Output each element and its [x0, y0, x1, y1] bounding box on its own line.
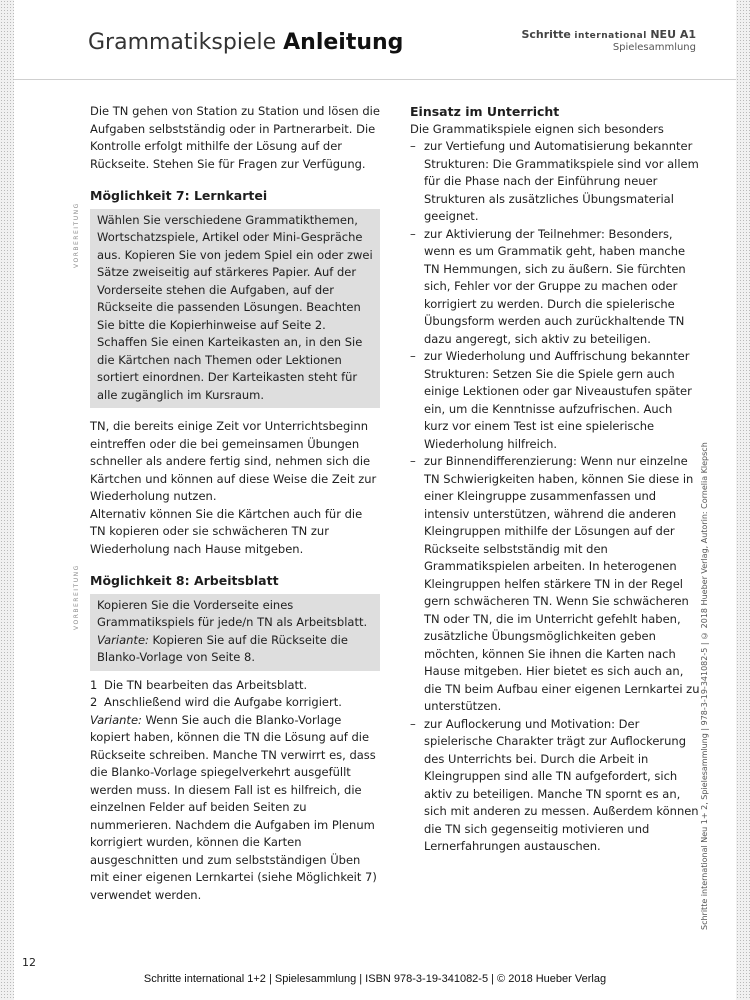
variant-text: Wenn Sie auch die Blanko-Vorlage kopiert haben, können die TN die Lösung auf die Rückseite schreiben. Manche TN verwirrt es, dass die Blanko-Vorlage spiegelverkehrt ausgefüllt werden muss. In diesem Fall ist es hilfreich, die einzelnen Felder auf beiden Seiten zu nummerieren. Nachdem die Aufgaben im Plenum korrigiert wurden, können die Karten ausgeschnitten und zum selbstständigen Üben mit einer eigenen Lernkartei (siehe Möglichkeit 7) verwendet werden.: [90, 712, 377, 902]
copyright-sidebar: Schritte international Neu 1+ 2, Spielesammlung | 978-3-19-341082-5 | © 2018 Hueber Verlag, Autorin: Cornelia Klepsch: [700, 442, 709, 930]
step-text: Anschließend wird die Aufgabe korrigiert.: [104, 695, 342, 709]
right-border-strip: [736, 0, 750, 1000]
box-m8-variant: [97, 632, 374, 667]
page-title-bold: Anleitung: [283, 30, 404, 55]
brand-line: [521, 28, 696, 41]
brand-end: NEU A1: [650, 28, 696, 41]
intro-paragraph: Die TN gehen von Station zu Station und lösen die Aufgaben selbstständig oder in Partnerarbeit. Die Kontrolle erfolgt mithilfe der Lösung auf der Rückseite. Stehen Sie für Fragen zur Verfügung.: [90, 104, 380, 171]
variant-label: Variante:: [90, 712, 142, 727]
page-number: 12: [22, 956, 36, 969]
left-column: [90, 103, 380, 904]
list-item: – zur Vertiefung und Automatisierung bekannter Strukturen: Die Grammatikspiele sind vor allem für die Phase nach der Einführung neuer Strukturen als zusätzliches Übungsmaterial geeignet.: [410, 138, 700, 226]
m7-paragraph-1: TN, die bereits einige Zeit vor Unterrichtsbeginn eintreffen oder die bei gemeinsamen Übungen schneller als andere fertig sind, nehmen sich die Kärtchen und können auf diese Weise die Zeit zur Wiederholung nutzen.: [90, 419, 377, 503]
brand-word: Schritte: [521, 28, 571, 41]
brand-subtitle: Spielesammlung: [612, 42, 696, 53]
einsatz-intro: Die Grammatikspiele eignen sich besonders: [410, 121, 664, 136]
section-heading-einsatz: Einsatz im Unterricht: [410, 104, 560, 119]
page-header: [14, 0, 736, 80]
m7-paragraph-2: Alternativ können Sie die Kärtchen auch für die TN kopieren oder sie schwächeren TN zur Wiederholung nach Hause mitgeben.: [90, 506, 363, 556]
preparation-box-m7: [90, 209, 380, 409]
box-m8-variant-text: Kopieren Sie auf die Rückseite die Blanko-Vorlage von Seite 8.: [97, 632, 348, 664]
brand-mid: international: [574, 31, 647, 41]
step-number: 1: [90, 677, 98, 692]
list-item: – zur Wiederholung und Auffrischung bekannter Strukturen: Setzen Sie die Spiele gern auch einige Lektionen oder gar Niveaustufen später ein, um die Kenntnisse aufzufrischen. Auch kurz vor einem Test ist eine spielerische Wiederholung hilfreich.: [410, 348, 700, 453]
variant-paragraph: [90, 712, 380, 905]
box-m7-paragraph-1: Wählen Sie verschiedene Grammatikthemen, Wortschatzspiele, Artikel oder Mini-Gespräche aus. Kopieren Sie von jedem Spiel ein oder zwei Sätze zweiseitig auf stärkeres Papier. Auf der Vorderseite stehen die Aufgaben, auf der Rückseite die passenden Lösungen. Beachten Sie bitte die Kopierhinweise auf Seite 2.: [97, 212, 373, 332]
vorbereitung-label-m8: VORBEREITUNG: [73, 564, 80, 630]
box-m7-paragraph-2: Schaffen Sie einen Karteikasten an, in den Sie die Kärtchen nach Themen oder Lektionen sortiert einordnen. Der Karteikasten steht für alle zugänglich im Kursraum.: [97, 335, 363, 402]
steps-list: [90, 677, 380, 712]
step-item: [90, 694, 380, 712]
box-m8-variant-label: Variante:: [97, 632, 149, 647]
vorbereitung-label-m7: VORBEREITUNG: [73, 202, 80, 268]
einsatz-list: [410, 138, 700, 856]
list-item: – zur Aktivierung der Teilnehmer: Besonders, wenn es um Grammatik geht, haben manche TN Hemmungen, sich zu äußern. Sie fürchten sich, Fehler vor der Gruppe zu machen oder korrigiert zu werden. Durch die spielerische Übungsform werden auch zurückhaltende TN dazu angeregt, sich aktiv zu beteiligen.: [410, 226, 700, 349]
step-number: 2: [90, 695, 98, 709]
right-column: [410, 103, 700, 856]
page-title-light: Grammatikspiele: [88, 30, 277, 55]
preparation-box-m8: [90, 594, 380, 671]
list-item: – zur Auflockerung und Motivation: Der spielerische Charakter trägt zur Auflockerung des Unterrichts bei. Durch die Arbeit in Kleingruppen sind alle TN aufgefordert, sich aktiv zu beteiligen. Manche TN spornt es an, sich mit anderen zu messen. Außerdem können die TN sich gegenseitig motivieren und Lernerfahrungen austauschen.: [410, 716, 700, 856]
section-heading-m8: Möglichkeit 8: Arbeitsblatt: [90, 573, 279, 588]
left-border-strip: [0, 0, 14, 1000]
brand-block: [521, 28, 696, 53]
box-m8-paragraph: Kopieren Sie die Vorderseite eines Grammatikspiels für jede/n TN als Arbeitsblatt.: [97, 597, 368, 629]
page-footer: Schritte international 1+2 | Spielesammlung | ISBN 978-3-19-341082-5 | © 2018 Hueber Verlag: [143, 973, 607, 985]
list-item: – zur Binnendifferenzierung: Wenn nur einzelne TN Schwierigkeiten haben, können Sie diese in einer Kleingruppe zusammenfassen und intensiv unterstützen, während die anderen Kleingruppen mithilfe der Lösungen auf der Rückseite selbstständig mit den Grammatikspielen arbeiten. In heterogenen Kleingruppen helfen stärkere TN in der Regel gern schwächeren TN. Wenn Sie schwächeren TN oder TN, die im Unterricht gefehlt haben, zusätzliche Übungsmöglichkeiten geben möchten, können Sie ihnen die Karten nach Hause mitgeben. Hier bietet es sich auch an, die TN beim Aufbau einer eigenen Lernkartei zu unterstützen.: [410, 453, 700, 716]
page-title: [88, 30, 403, 55]
step-text: Die TN bearbeiten das Arbeitsblatt.: [104, 677, 308, 692]
step-item: [90, 677, 380, 695]
section-heading-m7: Möglichkeit 7: Lernkartei: [90, 188, 268, 203]
